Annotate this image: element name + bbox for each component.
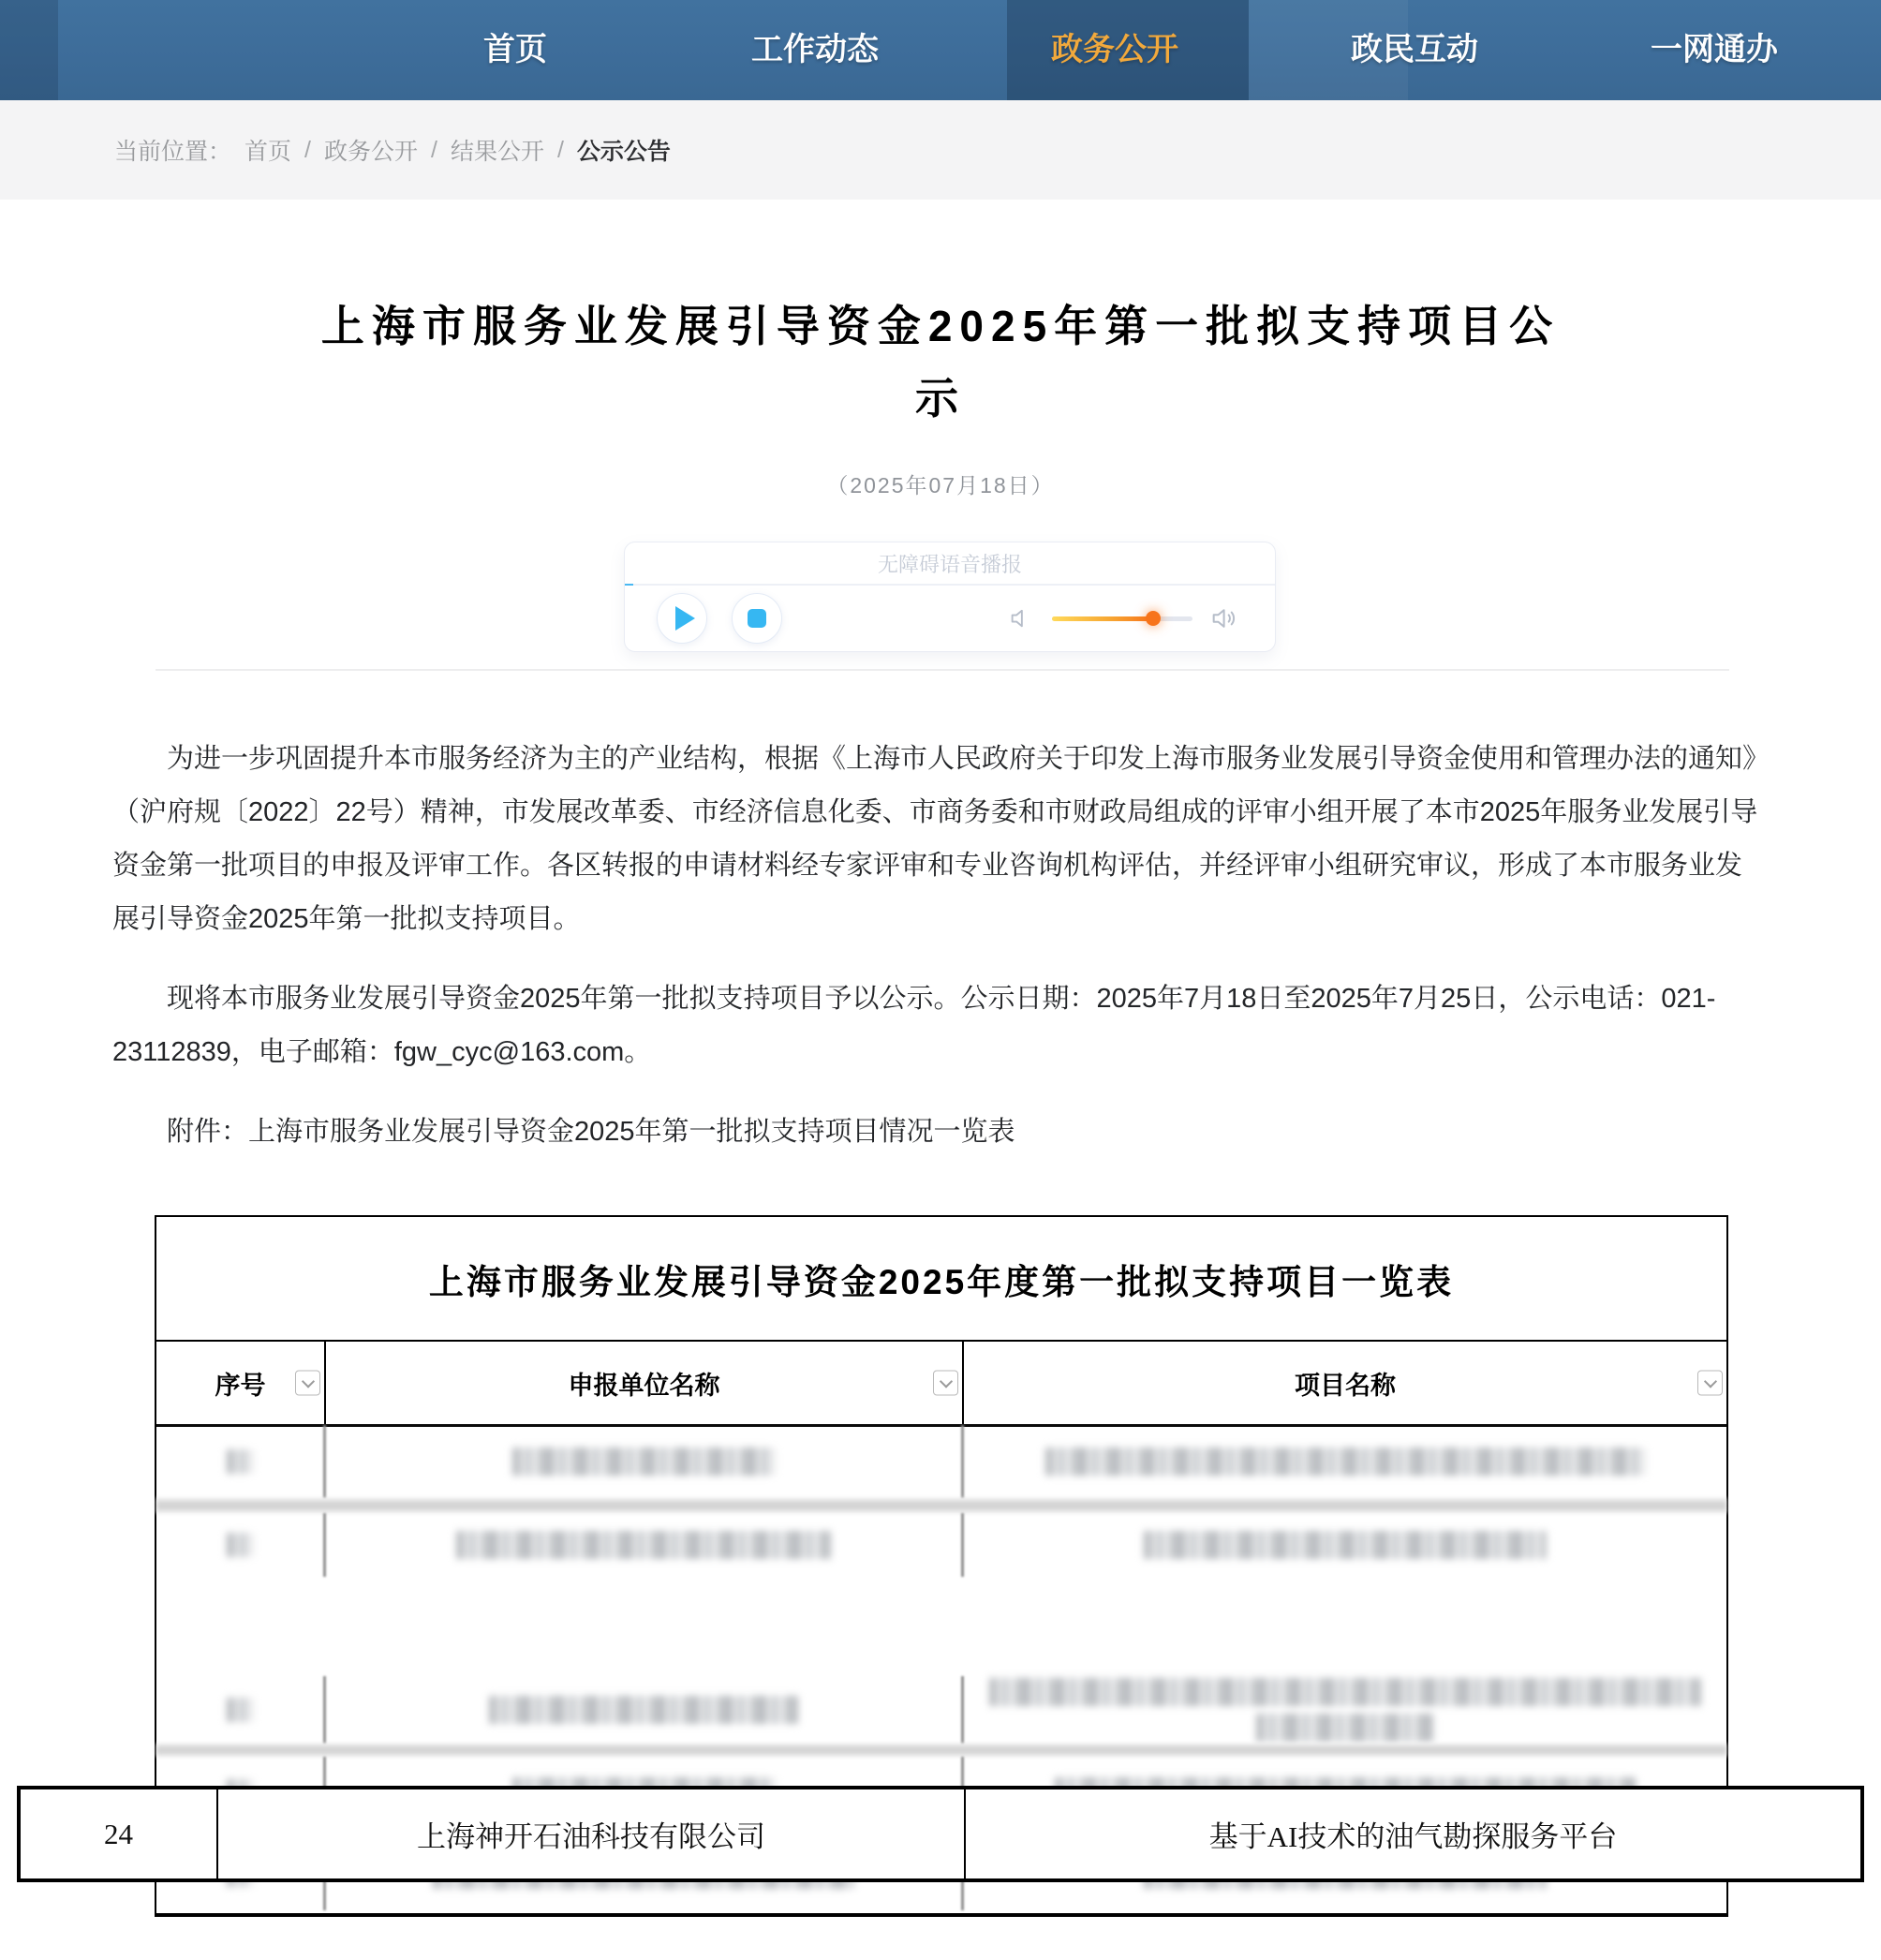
breadcrumb-link-gov-open[interactable]: 政务公开 — [323, 139, 418, 165]
filter-button-company[interactable] — [933, 1371, 958, 1396]
page-title — [0, 290, 1881, 435]
table-row-redacted — [156, 1676, 1726, 1744]
breadcrumb — [0, 100, 1881, 200]
cell-company-redacted — [326, 1425, 964, 1498]
table-row-redacted — [156, 1513, 1726, 1577]
header-label-company: 申报单位名称 — [568, 1371, 720, 1400]
paragraph-2: 现将本市服务业发展引导资金2025年第一批拟支持项目予以公示。公示日期：2025年7月18日至2025年7月25日，公示电话：021-23112839，电子邮箱：fgw_cyc@163.com。 — [112, 984, 1716, 1067]
nav-menu — [0, 0, 1881, 100]
cell-company-redacted — [326, 1513, 964, 1577]
breadcrumb-separator: / — [304, 136, 311, 163]
redacted-text — [989, 1678, 1701, 1706]
breadcrumb-separator: / — [431, 136, 437, 163]
redacted-text — [456, 1531, 831, 1559]
section-divider — [156, 669, 1729, 671]
tts-player — [624, 542, 1276, 652]
breadcrumb-current: 公示公告 — [576, 139, 671, 165]
header-cell-project — [964, 1342, 1726, 1424]
header-cell-company — [326, 1342, 964, 1424]
nav-item-home[interactable]: 首页 — [483, 32, 547, 67]
breadcrumb-prefix: 当前位置： — [114, 139, 232, 165]
volume-loud-icon — [1209, 603, 1239, 633]
article-body — [112, 733, 1769, 1185]
chevron-down-icon — [939, 1374, 952, 1388]
cell-company-redacted — [326, 1676, 964, 1744]
top-navbar — [0, 0, 1881, 100]
redacted-text — [227, 1533, 253, 1557]
table-row-redacted — [156, 1425, 1726, 1498]
nav-item-gov-open[interactable]: 政务公开 — [1051, 32, 1178, 67]
cell-seq-redacted — [156, 1425, 326, 1498]
redacted-text — [1045, 1448, 1645, 1476]
redacted-text — [489, 1696, 798, 1724]
filter-button-seq[interactable] — [295, 1371, 320, 1396]
breadcrumb-separator: / — [556, 136, 564, 163]
play-button[interactable] — [657, 593, 707, 644]
redacted-text — [1144, 1531, 1547, 1559]
breadcrumb-link-home[interactable]: 首页 — [244, 139, 292, 165]
table-row-highlighted-24[interactable] — [17, 1786, 1864, 1882]
volume-control — [1007, 603, 1239, 633]
nav-item-one-portal[interactable]: 一网通办 — [1651, 32, 1778, 67]
cell-project-24: 基于AI技术的油气勘探服务平台 — [1208, 1820, 1618, 1853]
redacted-text — [512, 1448, 775, 1476]
cell-seq-redacted — [156, 1513, 326, 1577]
page-title-line1: 上海市服务业发展引导资金2025年第一批拟支持项目公 — [320, 302, 1561, 350]
row-divider — [156, 1744, 1726, 1757]
redacted-text — [227, 1698, 253, 1722]
redacted-text — [1256, 1714, 1434, 1742]
tts-buttons — [657, 593, 782, 644]
cell-project-redacted — [964, 1513, 1726, 1577]
volume-fill — [1052, 616, 1153, 621]
project-table — [104, 1215, 1728, 1917]
attachment-line: 附件：上海市服务业发展引导资金2025年第一批拟支持项目情况一览表 — [167, 1117, 1015, 1147]
header-label-project: 项目名称 — [1295, 1371, 1396, 1400]
volume-mute-icon — [1007, 604, 1035, 632]
tts-player-controls — [625, 586, 1275, 651]
nav-item-interaction[interactable]: 政民互动 — [1351, 32, 1478, 67]
cell-company-24: 上海神开石油科技有限公司 — [218, 1789, 966, 1878]
tts-player-title: 无障碍语音播报 — [625, 542, 1275, 586]
row-divider — [156, 1498, 1726, 1513]
play-icon — [675, 606, 695, 631]
nav-item-work-news[interactable]: 工作动态 — [751, 32, 879, 67]
stop-button[interactable] — [732, 593, 782, 644]
volume-slider[interactable] — [1052, 616, 1192, 621]
cell-seq-redacted — [156, 1676, 326, 1744]
page-title-line2: 示 — [915, 374, 966, 423]
cell-project-redacted — [964, 1676, 1726, 1744]
publish-date: （2025年07月18日） — [826, 473, 1055, 497]
header-cell-seq — [156, 1342, 326, 1424]
stop-icon — [748, 609, 766, 628]
redacted-text — [227, 1449, 253, 1474]
paragraph-1: 为进一步巩固提升本市服务经济为主的产业结构，根据《上海市人民政府关于印发上海市服务业发展引导资金使用和管理办法的通知》（沪府规〔2022〕22号）精神，市发展改革委、市经济信息化委、市商务委和市财政局组成的评审小组开展了本市2025年服务业发展引导资金第一批项目的申报及评审工作。各区转报的申请材料经专家评审和专业咨询机构评估，并经评审小组研究审议，形成了本市服务业发展引导资金2025年第一批拟支持项目。 — [112, 744, 1758, 934]
table-rows — [104, 1425, 1726, 1913]
cell-project-redacted — [964, 1425, 1726, 1498]
chevron-down-icon — [301, 1374, 314, 1388]
table-title: 上海市服务业发展引导资金2025年度第一批拟支持项目一览表 — [156, 1217, 1726, 1342]
chevron-down-icon — [1703, 1374, 1716, 1388]
header-label-seq: 序号 — [215, 1371, 266, 1400]
breadcrumb-link-results[interactable]: 结果公开 — [450, 139, 544, 165]
table-header-row — [156, 1342, 1726, 1427]
filter-button-project[interactable] — [1697, 1371, 1723, 1396]
volume-thumb[interactable] — [1146, 611, 1161, 626]
cell-seq-24: 24 — [21, 1789, 218, 1878]
